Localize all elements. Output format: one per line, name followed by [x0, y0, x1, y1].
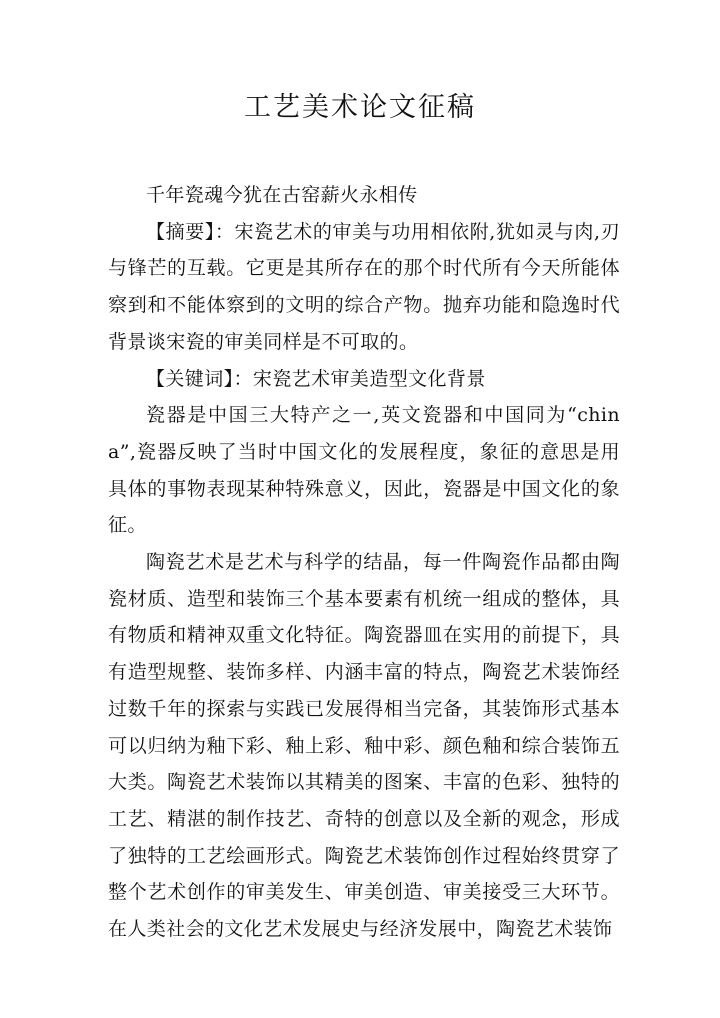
- document-body: [108, 177, 620, 948]
- document-subtitle: 千年瓷魂今犹在古窑薪火永相传: [146, 184, 418, 206]
- body-paragraph-2: 陶瓷艺术是艺术与科学的结晶，每一件陶瓷作品都由陶瓷材质、造型和装饰三个基本要素有机统一组成的整体，具有物质和精神双重文化特征。陶瓷器皿在实用的前提下，具有造型规整、装饰多样、内涵丰富的特点，陶瓷艺术装饰经过数千年的探索与实践已发展得相当完备，其装饰形式基本可以归纳为釉下彩、釉上彩、釉中彩、颜色釉和综合装饰五大类。陶瓷艺术装饰以其精美的图案、丰富的色彩、独特的工艺、精湛的制作技艺、奇特的创意以及全新的观念，形成了独特的工艺绘画形式。陶瓷艺术装饰创作过程始终贯穿了整个艺术创作的审美发生、审美创造、审美接受三大环节。在人类社会的文化艺术发展史与经济发展中，陶瓷艺术装饰: [108, 551, 620, 941]
- keywords-label: 【关键词】: [146, 367, 234, 390]
- body-paragraph-1: 瓷器是中国三大特产之一,英文瓷器和中国同为“china”,瓷器反映了当时中国文化的发展程度，象征的意思是用具体的事物表现某种特殊意义，因此，瓷器是中国文化的象征。: [108, 404, 620, 537]
- abstract-text: ：宋瓷艺术的审美与功用相依附,犹如灵与肉,刃与锋芒的互载。它更是其所存在的那个时代所有今天所能体察到和不能体察到的文明的综合产物。抛弃功能和隐逸时代背景谈宋瓷的审美同样是不可取的。: [108, 220, 620, 353]
- document-title: 工艺美术论文征稿: [244, 92, 476, 123]
- keywords-text: ：宋瓷艺术审美造型文化背景: [233, 367, 486, 390]
- abstract-label: 【摘要】: [146, 220, 215, 243]
- keywords-paragraph: [108, 361, 620, 398]
- abstract-paragraph: [108, 214, 620, 361]
